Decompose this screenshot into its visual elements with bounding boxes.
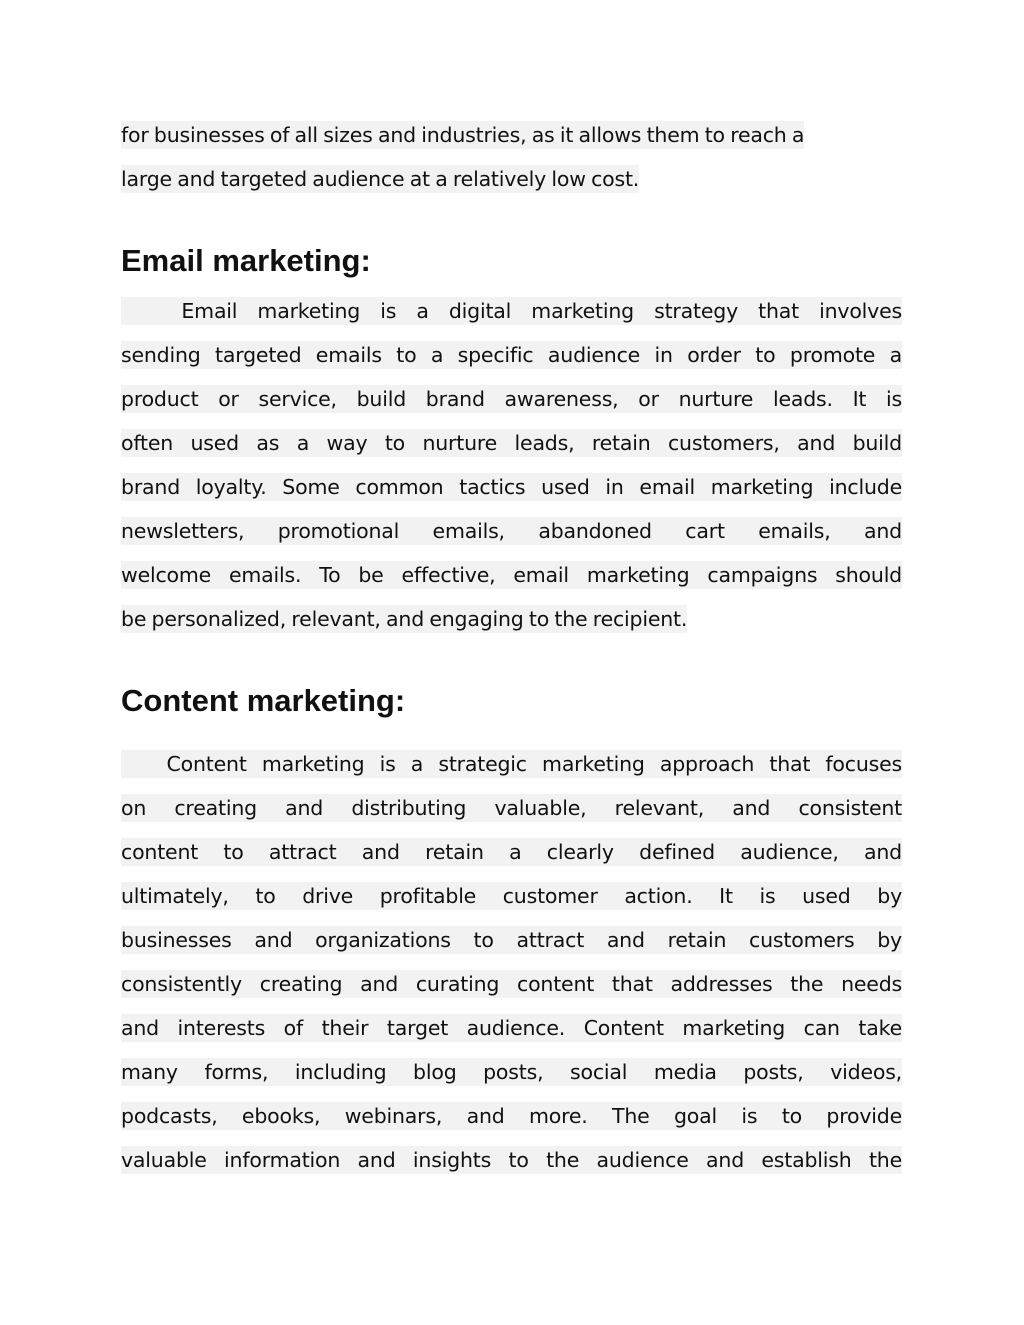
- content-line-2: on creating and distributing valuable, relevant, and consistent: [121, 796, 902, 820]
- content-line-5: businesses and organizations to attract and retain customers by: [121, 928, 902, 952]
- content-line-8: many forms, including blog posts, social media posts, videos,: [121, 1060, 902, 1084]
- email-line-8: [121, 605, 902, 633]
- email-line-2: sending targeted emails to a specific audience in order to promote a: [121, 343, 902, 367]
- content-marketing-heading: Content marketing:: [121, 683, 406, 718]
- intro-line-1-text: for businesses of all sizes and industries, as it allows them to reach a: [121, 123, 805, 147]
- content-line-3: content to attract and retain a clearly defined audience, and: [121, 840, 902, 864]
- content-line-1: Content marketing is a strategic marketing approach that focuses: [121, 752, 902, 776]
- email-line-3: product or service, build brand awareness, or nurture leads. It is: [121, 387, 902, 411]
- intro-line-2-text: large and targeted audience at a relatively low cost.: [121, 167, 640, 191]
- intro-line-2: [121, 165, 902, 193]
- content-line-6: consistently creating and curating content that addresses the needs: [121, 972, 902, 996]
- email-line-7: welcome emails. To be effective, email marketing campaigns should: [121, 563, 902, 587]
- email-line-1: Email marketing is a digital marketing strategy that involves: [121, 299, 902, 323]
- content-line-7: and interests of their target audience. Content marketing can take: [121, 1016, 902, 1040]
- content-line-10: valuable information and insights to the audience and establish the: [121, 1148, 902, 1172]
- content-line-9: podcasts, ebooks, webinars, and more. The goal is to provide: [121, 1104, 902, 1128]
- email-line-8-text: be personalized, relevant, and engaging to the recipient.: [121, 607, 688, 631]
- email-line-4: often used as a way to nurture leads, retain customers, and build: [121, 431, 902, 455]
- email-line-5: brand loyalty. Some common tactics used in email marketing include: [121, 475, 902, 499]
- email-marketing-heading: Email marketing:: [121, 243, 371, 278]
- intro-line-1: [121, 121, 902, 149]
- content-line-4: ultimately, to drive profitable customer action. It is used by: [121, 884, 902, 908]
- email-line-6: newsletters, promotional emails, abandoned cart emails, and: [121, 519, 902, 543]
